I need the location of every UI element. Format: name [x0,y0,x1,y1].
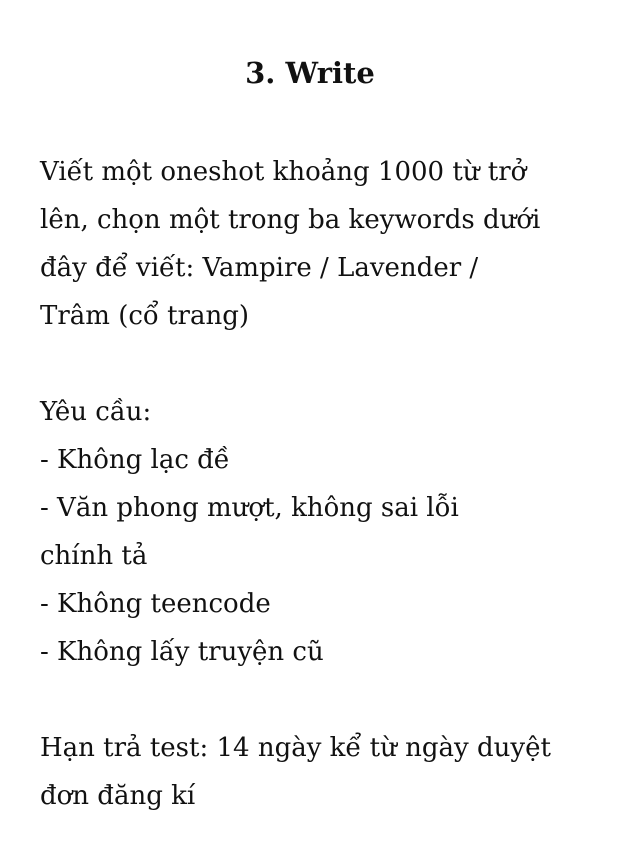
requirement-item: - Không teencode [40,589,271,619]
intro-line: đây để viết: Vampire / Lavender / [40,253,479,283]
section-heading: 3. Write [245,56,375,90]
intro-line: lên, chọn một trong ba keywords dưới [40,205,541,235]
requirement-item-continued: chính tả [40,541,148,571]
intro-paragraph [40,148,600,340]
deadline-line: đơn đăng kí [40,781,196,811]
requirement-item: - Không lạc đề [40,445,230,475]
document-body [40,148,600,820]
requirements-heading: Yêu cầu: [40,397,152,427]
requirements-list [40,388,600,676]
intro-line: Trâm (cổ trang) [40,301,249,331]
deadline-paragraph [40,724,600,820]
requirement-item: - Không lấy truyện cũ [40,637,324,667]
intro-line: Viết một oneshot khoảng 1000 từ trở [40,157,527,187]
deadline-line: Hạn trả test: 14 ngày kể từ ngày duyệt [40,733,551,763]
requirement-item: - Văn phong mượt, không sai lỗi [40,493,459,523]
